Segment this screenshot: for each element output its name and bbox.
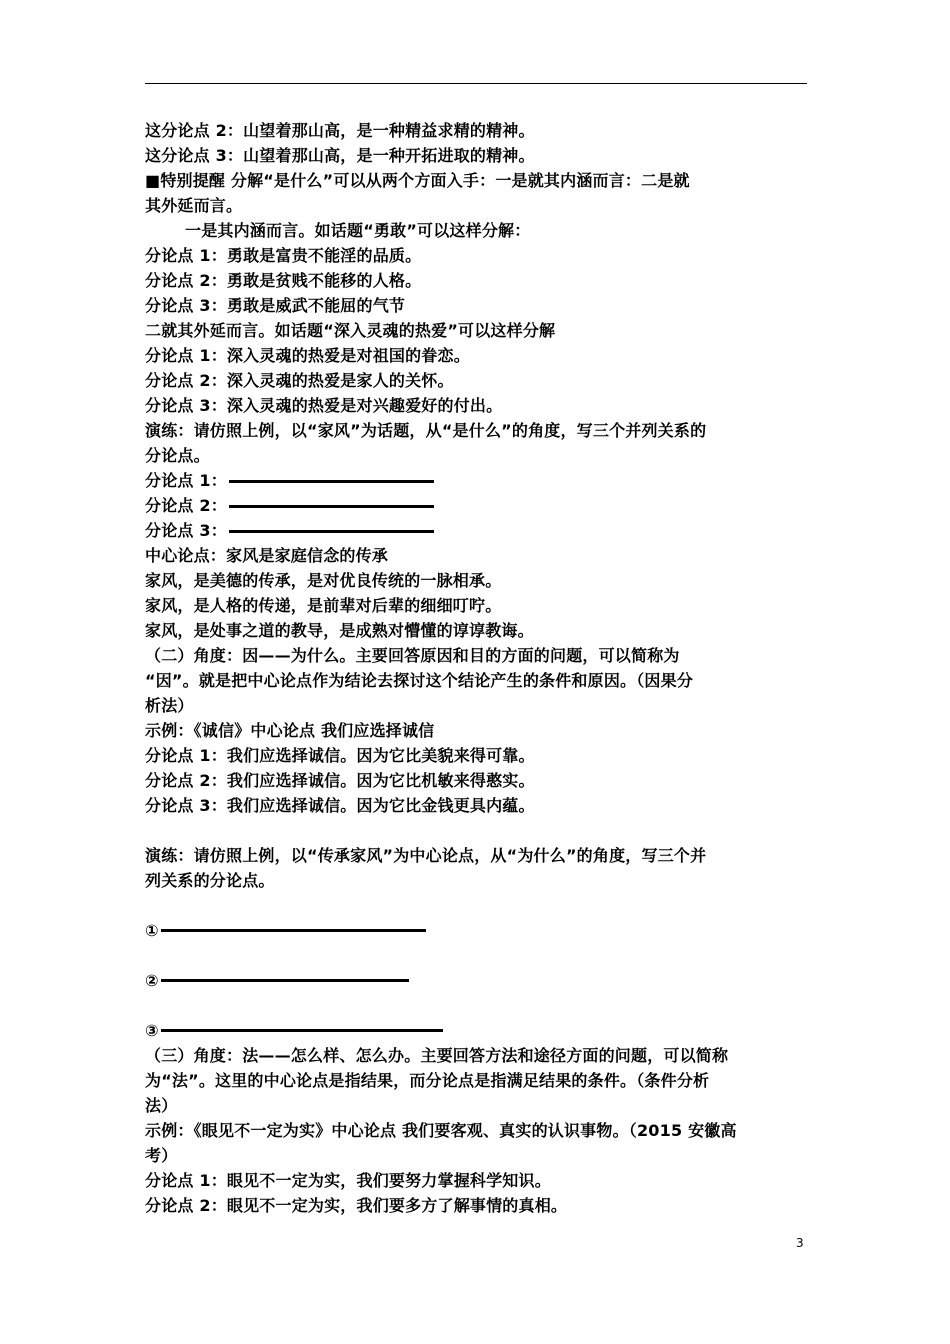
answer-line-3 (145, 518, 807, 543)
text-line: 这分论点 2：山望着那山高，是一种精益求精的精神。 (145, 121, 535, 140)
text-line: 分论点 3：深入灵魂的热爱是对兴趣爱好的付出。 (145, 396, 503, 415)
answer-blank[interactable] (229, 480, 434, 483)
text-line: 分论点 1：我们应选择诚信。因为它比美貌来得可靠。 (145, 746, 535, 765)
answer-label: 分论点 3： (145, 521, 227, 540)
text-line: 分论点 1：眼见不一定为实，我们要努力掌握科学知识。 (145, 1171, 551, 1190)
text-line: “因”。就是把中心论点作为结论去探讨这个结论产生的条件和原因。（因果分 (145, 671, 694, 690)
answer-label: 分论点 1： (145, 471, 227, 490)
text-line: 分论点。 (145, 446, 210, 465)
text-line: 分论点 2：眼见不一定为实，我们要多方了解事情的真相。 (145, 1196, 568, 1215)
text-line: 分论点 3：我们应选择诚信。因为它比金钱更具内蕴。 (145, 796, 535, 815)
text-line: 分论点 1：勇敢是富贵不能淫的品质。 (145, 246, 422, 265)
text-line: 分论点 2：深入灵魂的热爱是家人的关怀。 (145, 371, 454, 390)
answer-blank[interactable] (161, 929, 426, 932)
circled-number: ② (145, 971, 159, 990)
text-line: 列关系的分论点。 (145, 871, 275, 890)
text-line: 家风，是人格的传递，是前辈对后辈的细细叮咛。 (145, 596, 502, 615)
answer-blank[interactable] (161, 1029, 443, 1032)
text-line: （三）角度：法——怎么样、怎么办。主要回答方法和途径方面的问题，可以简称 (145, 1046, 729, 1065)
answer-blank[interactable] (229, 505, 434, 508)
text-line: 示例：《诚信》中心论点 我们应选择诚信 (145, 721, 435, 740)
text-line: （二）角度：因——为什么。主要回答原因和目的方面的问题，可以简称为 (145, 646, 680, 665)
circled-number: ③ (145, 1021, 159, 1040)
answer-label: 分论点 2： (145, 496, 227, 515)
answer-blank[interactable] (229, 530, 434, 533)
text-line: 演练：请仿照上例，以“传承家风”为中心论点，从“为什么”的角度，写三个并 (145, 846, 707, 865)
text-line: 中心论点：家风是家庭信念的传承 (145, 546, 389, 565)
text-line: 为“法”。这里的中心论点是指结果，而分论点是指满足结果的条件。（条件分析 (145, 1071, 710, 1090)
text-line: 演练：请仿照上例，以“家风”为话题，从“是什么”的角度，写三个并列关系的 (145, 421, 707, 440)
text-line: 分论点 2：勇敢是贫贱不能移的人格。 (145, 271, 422, 290)
document-body (145, 118, 807, 1218)
text-line: 这分论点 3：山望着那山高，是一种开拓进取的精神。 (145, 146, 535, 165)
text-line: 分论点 3：勇敢是威武不能屈的气节 (145, 296, 406, 315)
circled-number: ① (145, 921, 159, 940)
answer-line-2 (145, 493, 807, 518)
numbered-answer-2 (145, 943, 807, 993)
answer-line-1 (145, 468, 807, 493)
text-line: 法） (145, 1096, 178, 1115)
text-line: 考） (145, 1146, 178, 1165)
answer-blank[interactable] (161, 979, 409, 982)
numbered-answer-3 (145, 993, 807, 1043)
text-line: 家风，是处事之道的教导，是成熟对懵懂的谆谆教诲。 (145, 621, 534, 640)
text-line: ■特别提醒 分解“是什么”可以从两个方面入手：一是就其内涵而言：二是就 (145, 171, 690, 190)
text-line: 家风，是美德的传承，是对优良传统的一脉相承。 (145, 571, 502, 590)
text-line: 示例：《眼见不一定为实》中心论点 我们要客观、真实的认识事物。（2015 安徽高 (145, 1121, 737, 1140)
page-number: 3 (796, 1236, 804, 1250)
text-line: 分论点 2：我们应选择诚信。因为它比机敏来得憨实。 (145, 771, 535, 790)
text-line: 二就其外延而言。如话题“深入灵魂的热爱”可以这样分解 (145, 321, 556, 340)
text-line: 一是其内涵而言。如话题“勇敢”可以这样分解： (185, 221, 531, 240)
header-rule (145, 83, 807, 84)
text-line: 分论点 1：深入灵魂的热爱是对祖国的眷恋。 (145, 346, 470, 365)
text-line: 析法） (145, 696, 194, 715)
text-line: 其外延而言。 (145, 196, 243, 215)
numbered-answer-1 (145, 893, 807, 943)
blank-spacer (145, 818, 807, 843)
